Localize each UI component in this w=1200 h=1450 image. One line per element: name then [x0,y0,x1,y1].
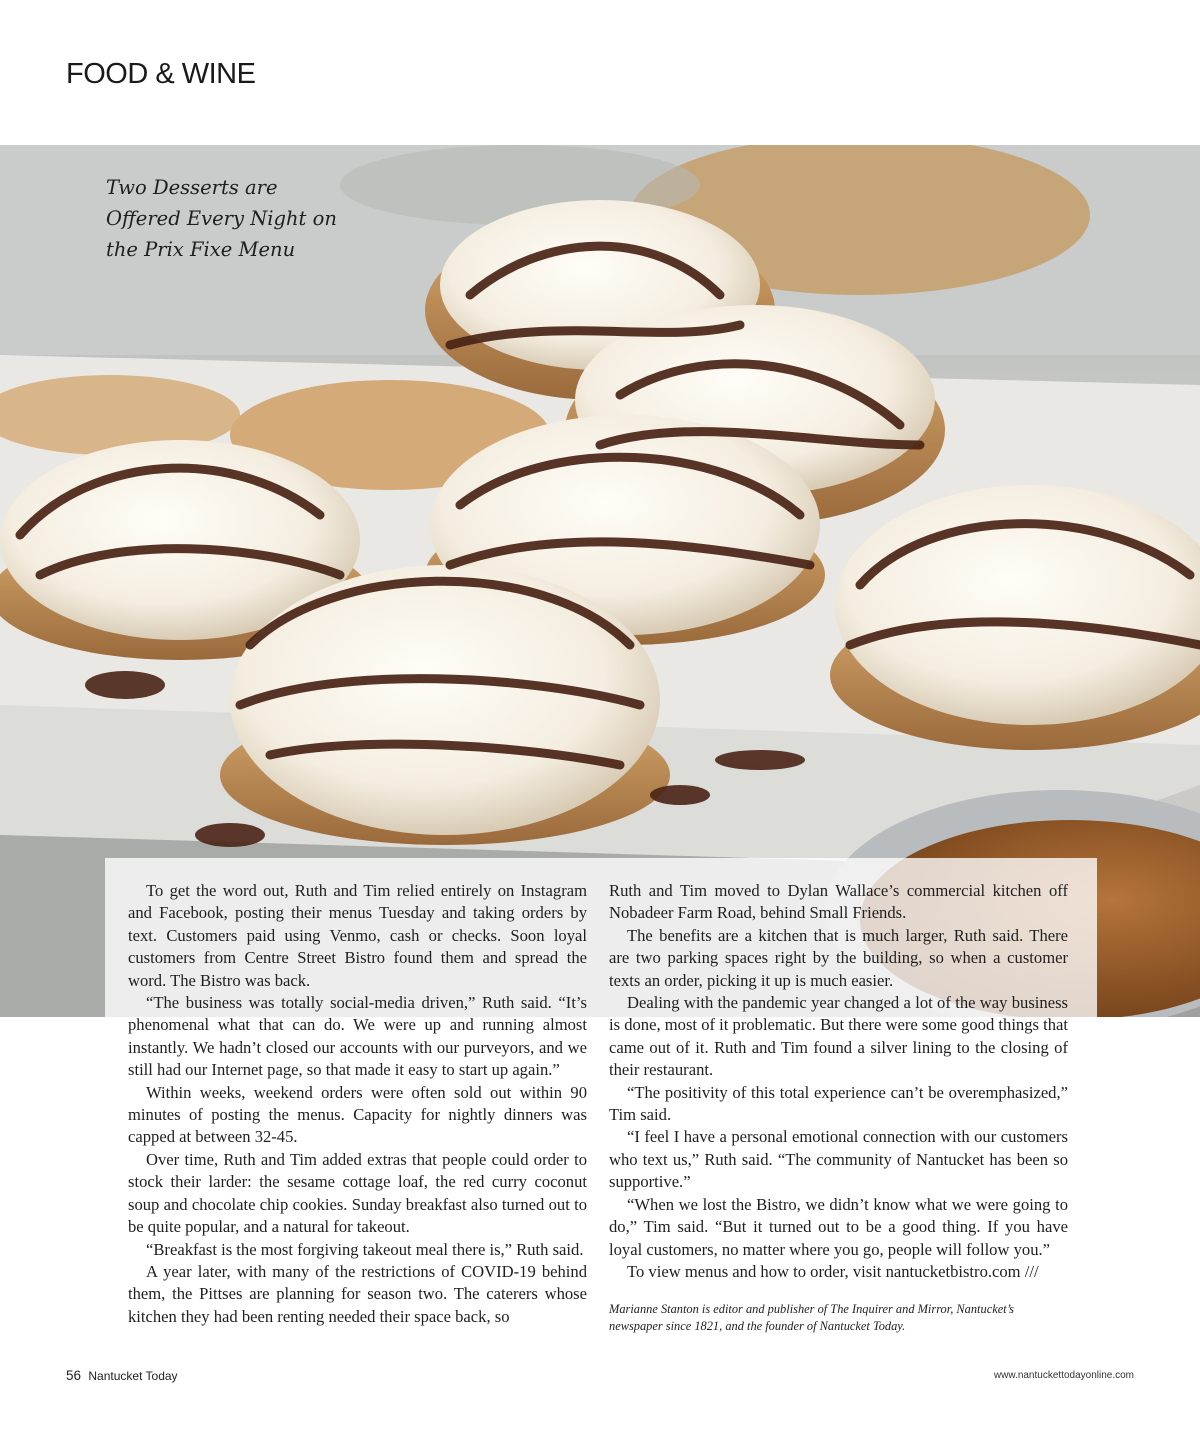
article-column-right [609,880,1068,1335]
paragraph: To get the word out, Ruth and Tim relied entirely on Instagram and Facebook, posting their menus Tuesday and taking orders by text. Customers paid using Venmo, cash or checks. Soon loyal customers from Centre Street Bistro found them and spread the word. The Bistro was back. [128,881,587,990]
caption-line: Two Desserts are [106,176,278,199]
paragraph: Dealing with the pandemic year changed a lot of the way business is done, most of it problematic. But there were some good things that came out of it. Ruth and Tim found a silver lining to the closing of their restaurant. [609,993,1069,1080]
caption-line: the Prix Fixe Menu [106,238,296,261]
paragraph: Over time, Ruth and Tim added extras that people could order to stock their larder: the sesame cottage loaf, the red curry coconut soup and chocolate chip cookies. Sunday breakfast also turned out to be quite popular, and a natural for takeout. [128,1149,587,1237]
paragraph: “The positivity of this total experience can’t be overemphasized,” Tim said. [609,1082,1068,1125]
footer-folio [66,1368,178,1383]
paragraph: “The business was totally social-media driven,” Ruth said. “It’s phenomenal what that can do. We were up and running almost instantly. We hadn’t closed our accounts with our purveyors, and we still had our Internet page, so that made it easy to start up again.” [128,993,587,1080]
paragraph: “Breakfast is the most forgiving takeout meal there is,” Ruth said. [146,1239,584,1259]
caption-line: Offered Every Night on [106,207,337,230]
paragraph: A year later, with many of the restrictions of COVID-19 behind them, the Pittses are planning for season two. The caterers whose kitchen they had been renting needed their space back, so [128,1261,587,1326]
author-bio: Marianne Stanton is editor and publisher of The Inquirer and Mirror, Nantucket’s newspaper since 1821, and the founder of Nantucket Today. [609,1302,1014,1334]
footer-website: www.nantuckettodayonline.com [993,1370,1134,1381]
publication-name: Nantucket Today [88,1369,178,1383]
page-number: 56 [66,1368,82,1383]
section-title: FOOD & WINE [66,58,256,90]
photo-caption [106,172,366,265]
paragraph: Ruth and Tim moved to Dylan Wallace’s commercial kitchen off Nobadeer Farm Road, behind Small Friends. [609,881,1068,923]
paragraph: To view menus and how to order, visit nantucketbistro.com /// [627,1261,1039,1281]
paragraph: “When we lost the Bistro, we didn’t know what we were going to do,” Tim said. “But it turned out to be a good thing. If you have loyal customers, no matter where you go, people will follow you.” [609,1194,1068,1259]
paragraph: Within weeks, weekend orders were often sold out within 90 minutes of posting the menus. Capacity for nightly dinners was capped at between 32-45. [128,1082,587,1147]
paragraph: The benefits are a kitchen that is much larger, Ruth said. There are two parking spaces right by the building, so when a customer texts an order, picking it up is much easier. [609,925,1068,990]
paragraph: “I feel I have a personal emotional connection with our customers who text us,” Ruth said. “The community of Nantucket has been so supportive.” [609,1127,1068,1192]
article-column-left [128,880,587,1328]
